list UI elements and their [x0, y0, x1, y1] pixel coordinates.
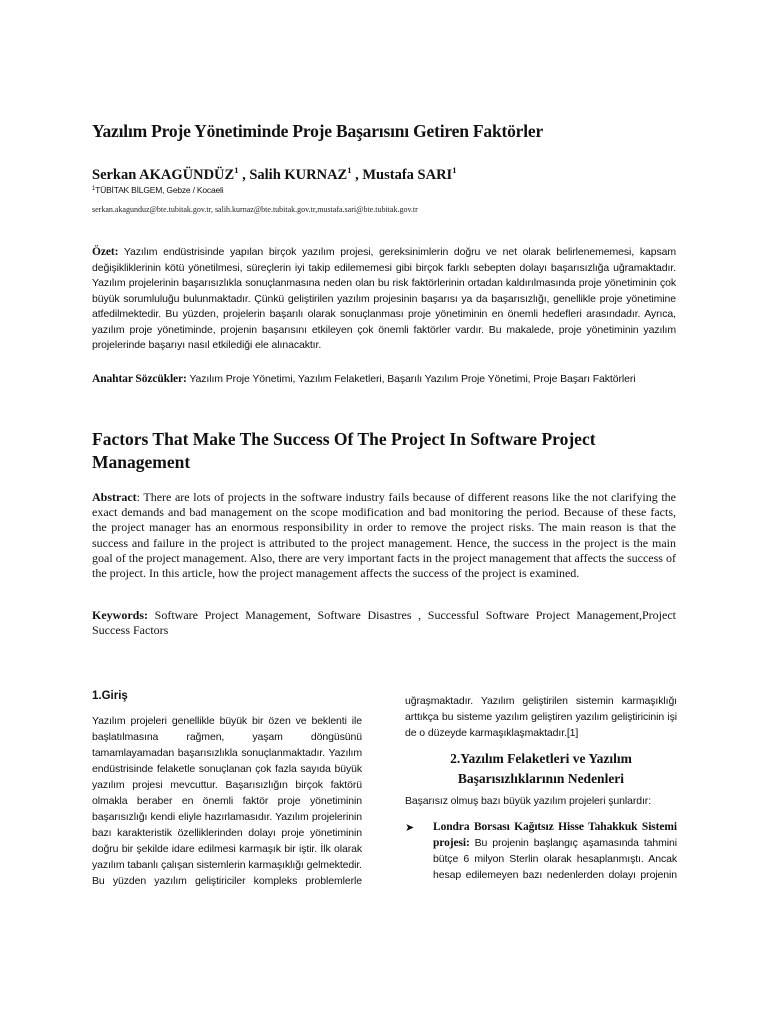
author-name: Serkan AKAGÜNDÜZ: [92, 167, 235, 183]
keywords-english: [92, 608, 676, 638]
abstract-english: [92, 490, 676, 581]
author-name: Salih KURNAZ: [249, 167, 348, 183]
list-item-heading: Londra Borsası Kağıtsız Hisse Tahakkuk Sistemi projesi:: [433, 821, 677, 849]
arrow-bullet-icon: ➤: [405, 822, 415, 834]
ozet-text: Yazılım endüstrisinde yapılan birçok yazılım projesi, gereksinimlerin doğru ve net olarak belirlenememesi, kapsam değişikliklerinin kötü yönetilmesi, süreçlerin iyi takip edilememesi gibi birçok farklı sebepten dolayı başarısızlığa uğramaktadır. Yazılım projelerinin başarısızlıkla sonuçlanmasına neden olan bu risk faktörlerinin ortadan kaldırılmasında proje yönetiminin çok büyük sorumluluğu bulunmaktadır. Çünkü geliştirilen yazılım projesinin başarısı ya da başarısızlığı, genellikle proje yönetimine atfedilmektedir. Bu yüzden, projelerin başarılı olarak sonuçlanması proje yönetiminin en önemli hedefleri arasındadır. Ayrıca, yazılım proje yönetiminde, projenin başarısını etkileyen çok önemli faktörler vardır. Bu makalede, proje yönetiminin yazılım projelerinde başarıyı nasıl etkilediği ele alınacaktır.: [92, 246, 676, 351]
keywords-label: Keywords:: [92, 608, 148, 622]
list-item-text: Bu projenin başlangıç aşamasında tahmini bütçe 6 milyon Sterlin olarak hesaplanmıştı. Ancak hesap edilemeyen bazı nedenlerden dolayı projenin: [433, 837, 677, 881]
author-affil-mark: 1: [234, 165, 239, 175]
section-body: Yazılım projeleri genellikle büyük bir özen ve beklenti ile başlatılmasına rağmen, yaşam döngüsünü tamamlayamadan başarısızlıkla sonuçlanmaktadır. Yazılım endüstrisinde felaketle sonuçlanan çok fazla sayıda büyük yazılım projesi mevcuttur. Başarısızlığın birçok faktörü olmakla beraber en önemli faktör proje yönetiminin başarısızlığı kendi eliyle hazırlamasıdır. Yazılım projelerinin bazı karakteristik özelliklerinden dolayı proje yönetiminin doğru bir şekilde idare edilmesi karmaşık bir iştir. İlk olarak yazılım tabanlı çalışan sistemlerin karmaşıklığı gelmektedir. Bu yüzden yazılım geliştiriciler kompleks problemlerle: [92, 715, 362, 887]
abstract-label: Abstract: [92, 490, 137, 504]
affiliation-mark: 1: [92, 186, 96, 192]
left-column: [92, 690, 362, 889]
section-intro: Başarısız olmuş bazı büyük yazılım projeleri şunlardır:: [405, 795, 652, 807]
keywords-turkish: [92, 372, 676, 388]
list-item-body: [433, 819, 677, 883]
list-item: [405, 819, 677, 883]
paper-title-english: Factors That Make The Success Of The Project In Software Project Management: [92, 429, 596, 472]
abstract-text: : There are lots of projects in the software industry fails because of different reasons like the not clarifying the exact demands and bad management on the scope modification and bad monitoring the period. Because of these facts, the project manager has an enormous responsibility in order to remove the project risks. The main reason is that the success and failure in the project is attributed to the project management. Hence, the success in the project is the main goal of the project management. Also, there are very important facts in the project management that affects the success of the project. In this article, how the project management affects the success of the project is examined.: [92, 490, 676, 581]
section-heading: 2.Yazılım Felaketleri ve Yazılım Başarısızlıklarının Nedenleri: [450, 751, 632, 786]
anahtar-label: Anahtar Sözcükler:: [92, 373, 187, 385]
section-body-continued: uğraşmaktadır. Yazılım geliştirilen sistemin karmaşıklığı arttıkça bu sisteme yazılım geliştiren yazılım geliştiricinin işi de o düzeyde karmaşıklaşmaktadır.[1]: [405, 695, 677, 739]
ozet-label: Özet:: [92, 246, 119, 258]
keywords-text: Software Project Management, Software Disastres , Successful Software Project Management,Project Success Factors: [92, 608, 677, 638]
author-list: Serkan AKAGÜNDÜZ$^1$ , Salih KURNAZ$^1$ , Mustafa SARI$^1$: [92, 165, 457, 183]
paper-title-turkish: Yazılım Proje Yönetiminde Proje Başarısını Getiren Faktörler: [92, 121, 544, 141]
anahtar-text: Yazılım Proje Yönetimi, Yazılım Felaketleri, Başarılı Yazılım Proje Yönetimi, Proje Başarı Faktörleri: [189, 373, 636, 385]
affiliation-text: TÜBİTAK BİLGEM, Gebze / Kocaeli: [95, 185, 224, 195]
author-emails: serkan.akagunduz@bte.tubitak.gov.tr, salih.kurnaz@bte.tubitak.gov.tr,mustafa.sari@bte.tubitak.gov.tr: [92, 205, 418, 214]
section-heading: 1.Giriş: [92, 690, 128, 702]
author-affil-mark: 1: [452, 165, 457, 175]
affiliation: [92, 185, 692, 195]
author-affil-mark: 1: [347, 165, 352, 175]
abstract-turkish: [92, 245, 676, 354]
author-name: Mustafa SARI: [362, 167, 453, 183]
right-column: [405, 693, 677, 883]
